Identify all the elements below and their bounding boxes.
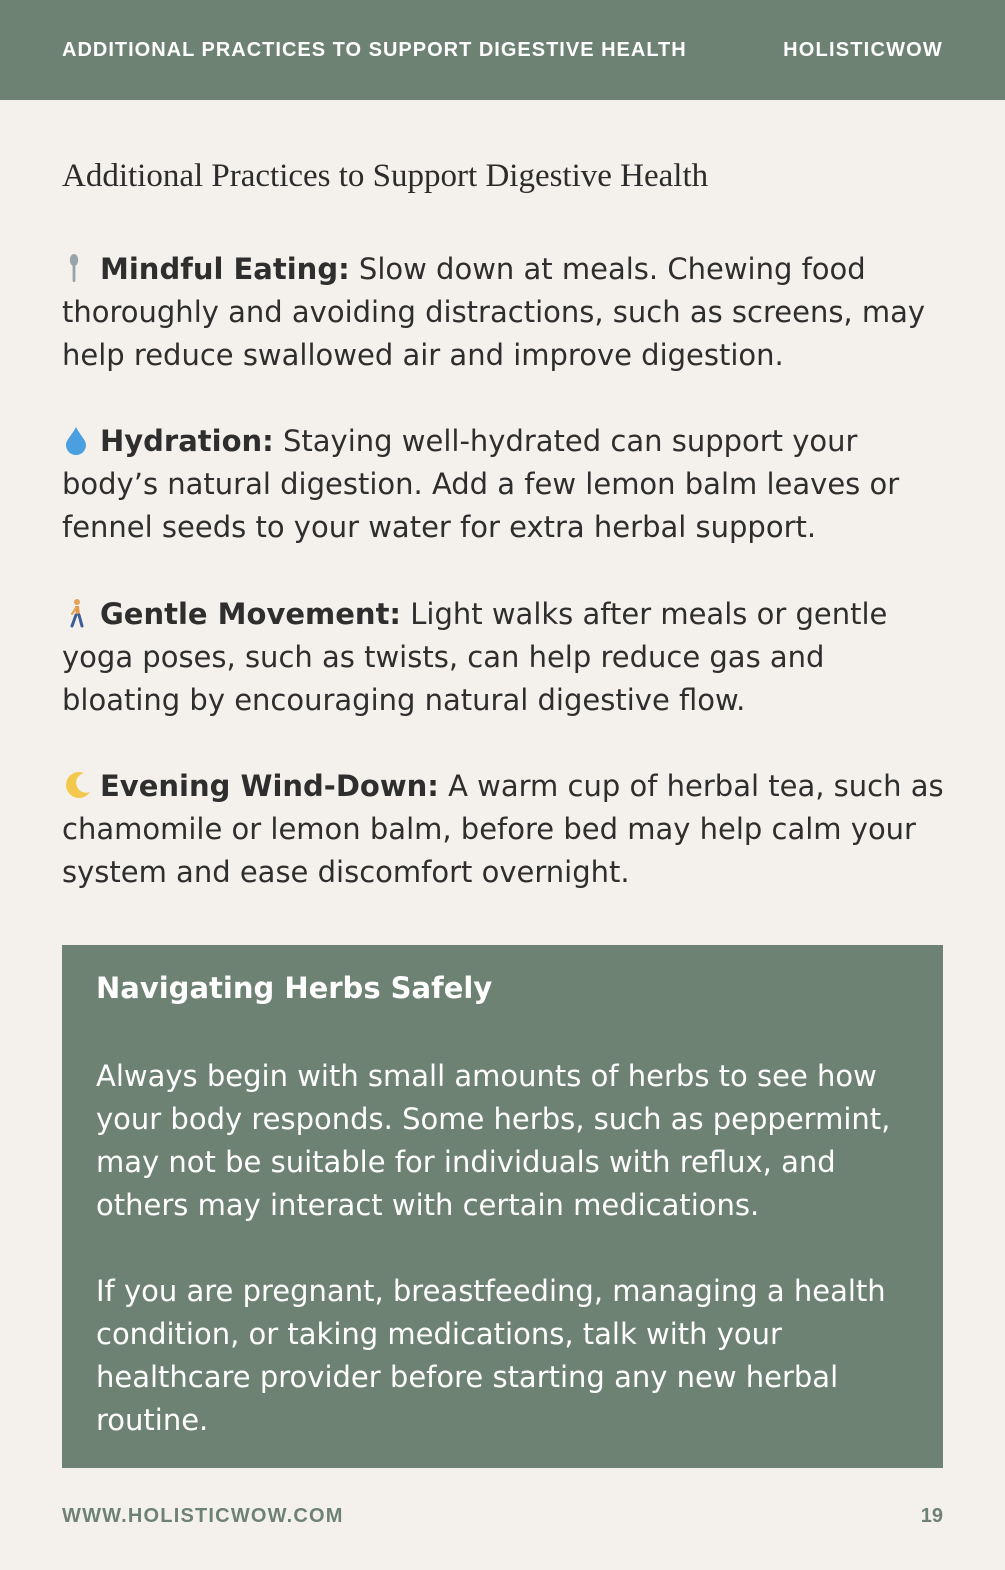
page-number: 19 [920, 1505, 943, 1527]
practice-hydration [62, 420, 947, 549]
page-title: Additional Practices to Support Digestive Health [62, 158, 709, 194]
header-brand: HOLISTICWOW [783, 39, 943, 61]
water-drop-icon [62, 425, 92, 455]
page-header [0, 0, 1005, 100]
spoon-icon [62, 253, 92, 283]
safety-callout [62, 945, 943, 1468]
person-walking-icon [62, 598, 92, 628]
practice-mindful-eating [62, 248, 947, 377]
practice-gentle-movement [62, 593, 947, 722]
practice-name: Gentle Movement: [100, 597, 402, 631]
crescent-moon-icon [62, 770, 92, 800]
header-title: ADDITIONAL PRACTICES TO SUPPORT DIGESTIVE HEALTH [62, 39, 687, 61]
practice-name: Evening Wind-Down: [100, 769, 439, 803]
practice-evening-wind-down [62, 765, 947, 894]
footer-website-link[interactable]: WWW.HOLISTICWOW.COM [62, 1505, 344, 1527]
practice-text: Slow down at meals. Chewing food thoroughly and avoiding distractions, such as screens, may help reduce swallowed air and improve digestion. [62, 252, 926, 372]
callout-paragraph: Always begin with small amounts of herbs to see how your body responds. Some herbs, such as peppermint, may not be suitable for individuals with reflux, and others may interact with certain medications. [96, 1059, 891, 1222]
callout-title: Navigating Herbs Safely [96, 971, 493, 1005]
practice-text: Light walks after meals or gentle yoga poses, such as twists, can help reduce gas and bloating by encouraging natural digestive flow. [62, 597, 888, 717]
practice-name: Hydration: [100, 424, 274, 458]
callout-paragraph: If you are pregnant, breastfeeding, managing a health condition, or taking medications, talk with your healthcare provider before starting any new herbal routine. [96, 1274, 886, 1437]
practice-text: A warm cup of herbal tea, such as chamomile or lemon balm, before bed may help calm your system and ease discomfort overnight. [62, 769, 944, 889]
practice-text: Staying well-hydrated can support your body’s natural digestion. Add a few lemon balm leaves or fennel seeds to your water for extra herbal support. [62, 424, 900, 544]
practice-name: Mindful Eating: [100, 252, 350, 286]
